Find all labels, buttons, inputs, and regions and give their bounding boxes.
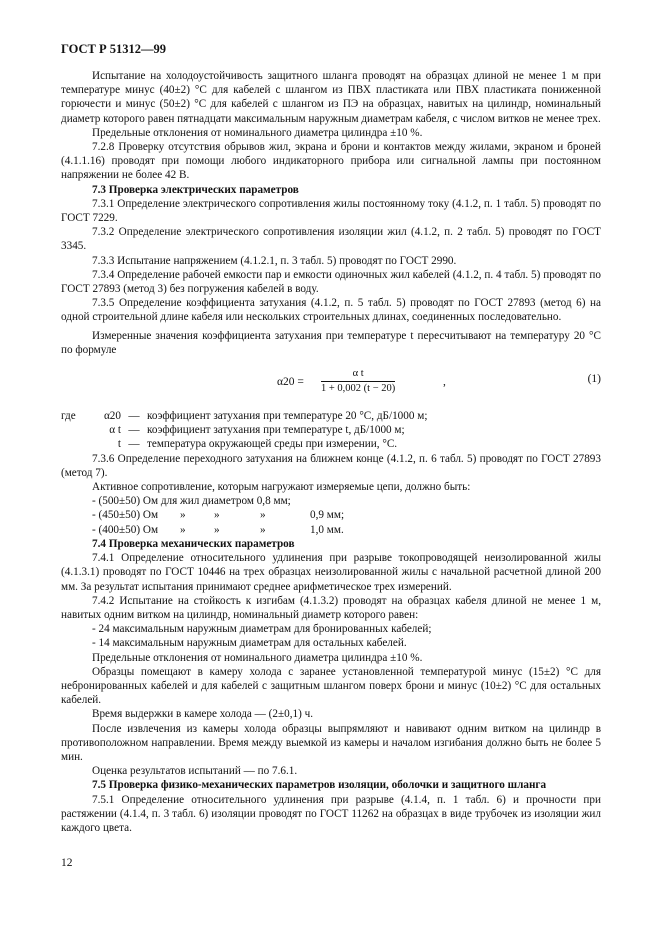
heading-7-5: 7.5 Проверка физико-механических параметров изоляции, оболочки и защитного шланга bbox=[92, 779, 547, 792]
legend-prefix bbox=[61, 423, 87, 437]
legend-description: коэффициент затухания при температуре t, дБ/1000 м; bbox=[147, 424, 405, 437]
legend-row bbox=[61, 423, 601, 437]
list-item bbox=[92, 523, 601, 537]
resistance-value: - (400±50) Ом bbox=[92, 523, 159, 536]
legend-symbol: α t bbox=[109, 424, 121, 437]
ditto-mark: » bbox=[260, 509, 266, 522]
formula-numerator: α t bbox=[321, 367, 395, 382]
paragraph-exposure-time: Время выдержки в камере холода — (2±0,1) ч. bbox=[92, 708, 314, 721]
ditto-mark: » bbox=[180, 523, 186, 536]
formula-lhs: α20 = bbox=[277, 376, 304, 389]
formula-denominator: 1 + 0,002 (t − 20) bbox=[321, 383, 396, 395]
paragraph-7-3-3: 7.3.3 Испытание напряжением (4.1.2.1, п. 3 табл. 5) проводят по ГОСТ 2990. bbox=[92, 254, 457, 267]
legend-symbol: α20 bbox=[103, 410, 121, 423]
paragraph-7-3-5: 7.3.5 Определение коэффициента затухания (4.1.2, п. 5 табл. 5) проводят по ГОСТ 27893 (метод 6) на одной строительной длине кабеля или нескольких строительных длинах, соединенных последовательно. bbox=[61, 297, 601, 324]
legend-dash: — bbox=[128, 438, 140, 451]
paragraph-cold-resistance: Испытание на холодоустойчивость защитного шланга проводят на образцах длиной не менее 1 м при температуре минус (40±2) °С для кабелей с шлангом из ПВХ пластиката или ПВХ пластиката пониженной горючести и минус (50±2) °С для кабелей с шлангом из ПЭ на образцах, навитых на цилиндр, номинальный диаметр которого равен пятнадцати максимальным наружным диаметрам кабеля, с числом витков не менее трех. bbox=[61, 70, 601, 125]
paragraph-bending: После извлечения из камеры холода образцы выпрямляют и навивают одним витком на цилиндр в противоположном направлении. Время между выемкой из камеры и началом изгибания должно быть не более 5 мин. bbox=[61, 722, 601, 763]
ditto-mark: » bbox=[180, 509, 186, 522]
diameter-value: 1,0 мм. bbox=[310, 523, 344, 536]
paragraph-formula-intro: Измеренные значения коэффициента затухания при температуре t пересчитывают на температуру 20 °С по формуле bbox=[61, 329, 601, 356]
legend-row bbox=[61, 437, 601, 451]
list-item: - 14 максимальным наружным диаметрам для остальных кабелей. bbox=[92, 637, 407, 650]
legend-prefix bbox=[61, 437, 87, 451]
heading-7-3: 7.3 Проверка электрических параметров bbox=[92, 183, 299, 196]
legend-dash: — bbox=[128, 410, 140, 423]
paragraph-tolerance: Предельные отклонения от номинального диаметра цилиндра ±10 %. bbox=[92, 126, 423, 139]
paragraph-tolerance-2: Предельные отклонения от номинального диаметра цилиндра ±10 %. bbox=[92, 651, 423, 664]
legend-description: температура окружающей среды при измерении, °С. bbox=[147, 438, 398, 451]
paragraph-7-2-8: 7.2.8 Проверку отсутствия обрывов жил, экрана и брони и контактов между жилами, экраном и броней (4.1.1.16) проводят при помощи любого индикаторного прибора или сигнальной лампы при постоянном напряжении не более 42 В. bbox=[61, 141, 601, 182]
formula-legend bbox=[61, 409, 601, 452]
formula-fraction bbox=[321, 367, 395, 396]
paragraph-7-4-1: 7.4.1 Определение относительного удлинения при разрыве токопроводящей неизолированной жилы (4.1.3.1) проводят по ГОСТ 10446 на трех образцах неизолированной жилы с начальной расчетной длиной 200 мм. За результат испытания принимают среднее арифметическое трех измерений. bbox=[61, 552, 601, 593]
resistance-value: - (500±50) Ом для жил диаметром 0,8 мм; bbox=[92, 495, 291, 508]
legend-row bbox=[61, 409, 601, 423]
legend-dash: — bbox=[128, 424, 140, 437]
legend-symbol: t bbox=[117, 438, 121, 451]
paragraph-7-5-1: 7.5.1 Определение относительного удлинения при разрыве (4.1.4, п. 1 табл. 6) и прочности при растяжении (4.1.4, п. 3 табл. 6) изоляции проводят по ГОСТ 11262 на образцах в виде трубочек из изоляции жил каждого цвета. bbox=[61, 793, 601, 834]
page-number: 12 bbox=[61, 857, 73, 869]
paragraph-7-3-2: 7.3.2 Определение электрического сопротивления изоляции жил (4.1.2, п. 2 табл. 5) проводят по ГОСТ 3345. bbox=[61, 226, 601, 253]
legend-prefix: где bbox=[61, 410, 76, 423]
document-header: ГОСТ Р 51312—99 bbox=[61, 42, 167, 56]
document-page bbox=[61, 42, 601, 835]
ditto-mark: » bbox=[214, 523, 220, 536]
ditto-mark: » bbox=[260, 523, 266, 536]
list-item: - 24 максимальным наружным диаметрам для бронированных кабелей; bbox=[92, 623, 432, 636]
paragraph-7-3-4: 7.3.4 Определение рабочей емкости пар и емкости одиночных жил кабелей (4.1.2, п. 4 табл. 5) проводят по ГОСТ 27893 (метод 3) без погружения кабелей в воду. bbox=[61, 268, 601, 296]
formula-comma: , bbox=[443, 376, 446, 389]
paragraph-7-3-6: 7.3.6 Определение переходного затухания на ближнем конце (4.1.2, п. 6 табл. 5) проводят по ГОСТ 27893 (метод 7). bbox=[61, 452, 601, 479]
paragraph-resistance-intro: Активное сопротивление, которым нагружают измеряемые цепи, должно быть: bbox=[92, 481, 471, 494]
legend-description: коэффициент затухания при температуре 20 °С, дБ/1000 м; bbox=[147, 410, 428, 423]
paragraph-7-4-2: 7.4.2 Испытание на стойкость к изгибам (4.1.3.2) проводят на образцах кабеля длиной не менее 1 м, навитых одним витком на цилиндр, номинальный диаметр которого равен: bbox=[61, 594, 601, 621]
resistance-value: - (450±50) Ом bbox=[92, 509, 159, 522]
diameter-value: 0,9 мм; bbox=[310, 509, 345, 522]
list-item bbox=[92, 494, 601, 508]
heading-7-4: 7.4 Проверка механических параметров bbox=[92, 537, 295, 550]
paragraph-evaluation: Оценка результатов испытаний — по 7.6.1. bbox=[92, 765, 298, 778]
paragraph-cold-chamber: Образцы помещают в камеру холода с заранее установленной температурой минус (15±2) °С для небронированных кабелей и для кабелей с защитным шлангом поверх брони и минус (10±2) °С для остальных кабелей. bbox=[61, 665, 601, 707]
formula-number: (1) bbox=[587, 373, 601, 386]
paragraph-7-3-1: 7.3.1 Определение электрического сопротивления жилы постоянному току (4.1.2, п. 1 табл. 5) проводят по ГОСТ 7229. bbox=[61, 197, 601, 225]
formula-1 bbox=[61, 367, 601, 403]
resistance-list bbox=[61, 494, 601, 537]
list-item bbox=[92, 508, 601, 522]
ditto-mark: » bbox=[214, 509, 220, 522]
